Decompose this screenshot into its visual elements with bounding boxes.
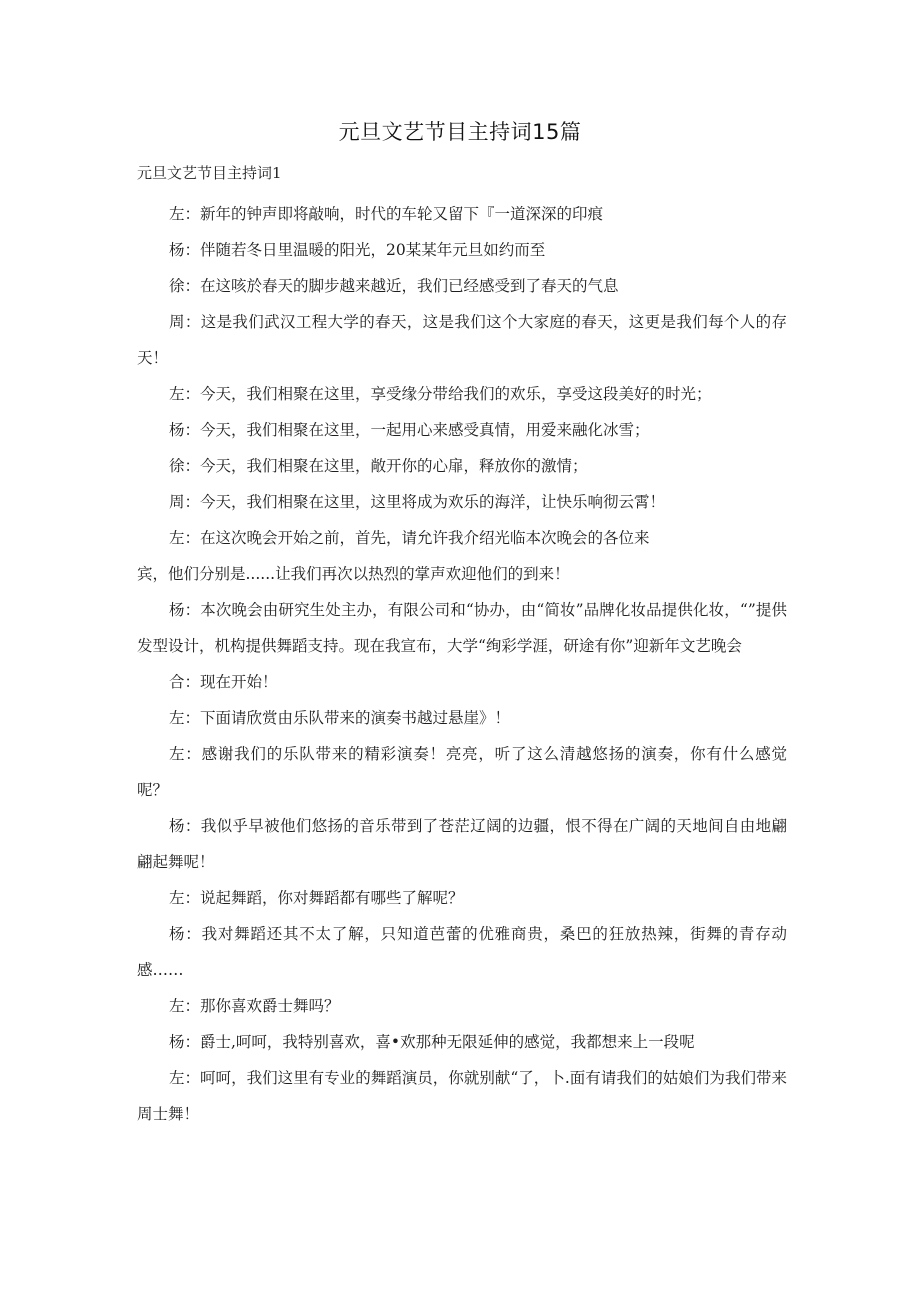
paragraph: 徐：在这咳於春天的脚步越来越近，我们已经感受到了春天的气息 xyxy=(169,277,619,295)
paragraph: 杨：我似乎早被他们悠扬的音乐带到了苍茫辽阔的边疆，恨不得在广阔的天地间自由地翩翩起舞呢！ xyxy=(137,817,787,871)
paragraph: 左：新年的钟声即将敲响，时代的车轮又留下『一道深深的印痕 xyxy=(169,205,604,223)
paragraph: 合：现在开始！ xyxy=(169,673,278,691)
paragraph: 左：说起舞蹈，你对舞蹈都有哪些了解呢？ xyxy=(169,889,464,907)
paragraph: 左：那你喜欢爵士舞吗？ xyxy=(169,997,340,1015)
paragraph: 周：今天，我们相聚在这里，这里将成为欢乐的海洋，让快乐响彻云霄！ xyxy=(169,493,666,511)
paragraph: 左：感谢我们的乐队带来的精彩演奏！亮亮，听了这么清越悠扬的演奏，你有什么感觉呢？ xyxy=(137,745,787,799)
paragraph: 杨：今天，我们相聚在这里，一起用心来感受真情，用爱来融化冰雪； xyxy=(169,421,650,439)
document-title: 元旦文艺节目主持词15篇 xyxy=(338,120,582,144)
paragraph: 杨：伴随若冬日里温暖的阳光，20某某年元旦如约而至 xyxy=(169,241,546,259)
paragraph: 宾，他们分别是......让我们再次以热烈的掌声欢迎他们的到来！ xyxy=(137,565,570,583)
paragraph: 左：下面请欣赏由乐队带来的演奏书越过悬崖》！ xyxy=(169,709,511,727)
paragraph: 左：呵呵，我们这里有专业的舞蹈演员，你就别献“了，卜.面有请我们的姑娘们为我们带来周士舞！ xyxy=(137,1069,787,1123)
paragraph: 杨：我对舞蹈还其不太了解，只知道芭蕾的优雅商贵，桑巴的狂放热辣，街舞的青存动感…… xyxy=(137,925,787,979)
paragraph: 徐：今天，我们相聚在这里，敞开你的心扉，释放你的激情； xyxy=(169,457,588,475)
section-heading: 元旦文艺节目主持词1 xyxy=(137,164,282,182)
paragraph: 左：今天，我们相聚在这里，享受缘分带给我们的欢乐，享受这段美好的时光； xyxy=(169,385,712,403)
document-body xyxy=(137,196,787,1132)
paragraph: 周：这是我们武汉工程大学的春天，这是我们这个大家庭的春天，这更是我们每个人的存天！ xyxy=(137,313,787,367)
paragraph: 左：在这次晚会开始之前，首先，请允许我介绍光临本次晚会的各位来 xyxy=(169,529,650,547)
paragraph: 杨：爵士,呵呵，我特别喜欢，喜•欢那种无限延伸的感觉，我都想来上一段呢 xyxy=(169,1033,695,1051)
paragraph: 杨：本次晚会由研究生处主办，有限公司和“协办，由“简妆”品牌化妆品提供化妆，“”提供发型设计，机构提供舞蹈支持。现在我宣布，大学“绚彩学涯，研途有你”迎新年文艺晚会 xyxy=(137,601,787,655)
